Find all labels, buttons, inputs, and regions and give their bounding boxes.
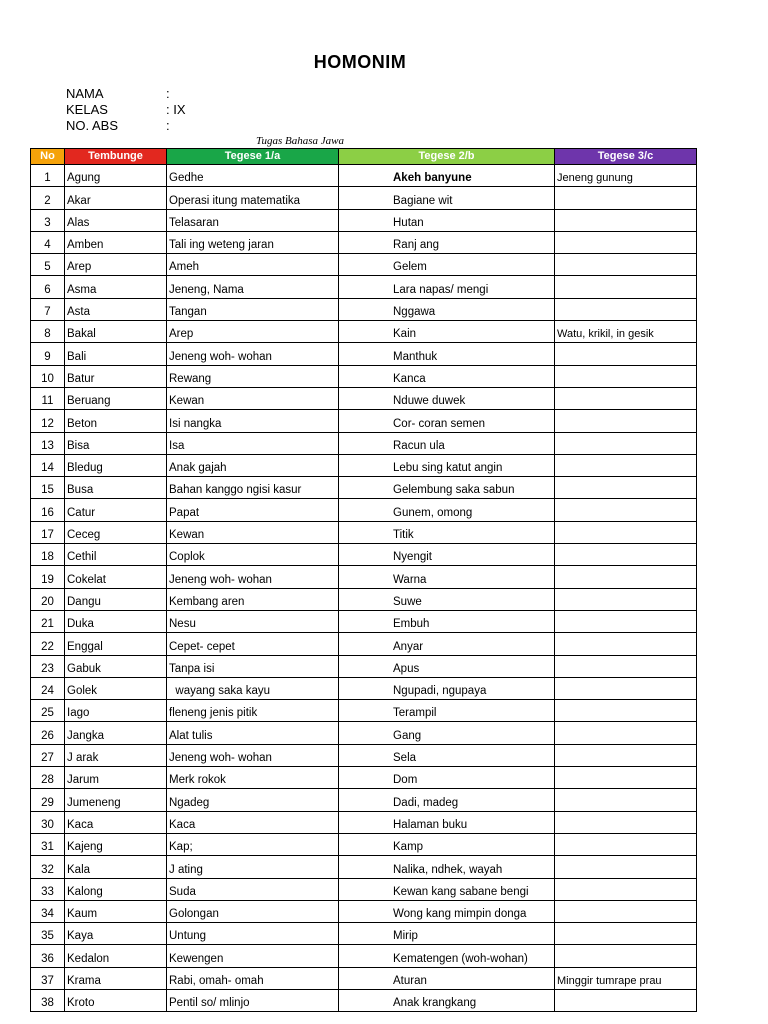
table-row: [31, 432, 697, 454]
meaning-3-cell: [555, 410, 697, 432]
no-cell: 25: [31, 700, 65, 722]
no-cell: 19: [31, 566, 65, 588]
table-row: [31, 789, 697, 811]
table-row: [31, 365, 697, 387]
meaning-2-cell: Gang: [339, 722, 555, 744]
no-cell: 3: [31, 209, 65, 231]
meaning-3-cell: [555, 566, 697, 588]
word-cell: Asta: [65, 298, 167, 320]
meaning-3-cell: [555, 276, 697, 298]
meaning-1-cell: Coplok: [167, 544, 339, 566]
meaning-3-cell: [555, 454, 697, 476]
meaning-1-cell: Jeneng, Nama: [167, 276, 339, 298]
word-cell: Kajeng: [65, 833, 167, 855]
meaning-2-cell: Hutan: [339, 209, 555, 231]
no-cell: 34: [31, 900, 65, 922]
class-value: : IX: [166, 102, 186, 117]
table-row: [31, 343, 697, 365]
meaning-3-cell: [555, 945, 697, 967]
meaning-2-cell: Kematengen (woh-wohan): [339, 945, 555, 967]
word-cell: Bledug: [65, 454, 167, 476]
meaning-1-cell: Jeneng woh- wohan: [167, 744, 339, 766]
no-cell: 27: [31, 744, 65, 766]
no-cell: 6: [31, 276, 65, 298]
meaning-1-cell: Merk rokok: [167, 767, 339, 789]
word-cell: Catur: [65, 499, 167, 521]
meaning-2-cell: Gelem: [339, 254, 555, 276]
word-cell: Ceceg: [65, 521, 167, 543]
no-cell: 4: [31, 231, 65, 253]
no-cell: 31: [31, 833, 65, 855]
table-row: [31, 655, 697, 677]
meaning-3-cell: [555, 633, 697, 655]
word-cell: Kalong: [65, 878, 167, 900]
meaning-3-cell: [555, 744, 697, 766]
word-cell: Arep: [65, 254, 167, 276]
table-row: [31, 254, 697, 276]
no-cell: 14: [31, 454, 65, 476]
table-row: [31, 566, 697, 588]
word-cell: Bali: [65, 343, 167, 365]
name-row: [66, 86, 186, 102]
class-label: KELAS: [66, 102, 108, 117]
word-cell: Jumeneng: [65, 789, 167, 811]
meaning-2-cell: Wong kang mimpin donga: [339, 900, 555, 922]
meaning-3-cell: [555, 544, 697, 566]
word-cell: Iago: [65, 700, 167, 722]
meaning-1-cell: Golongan: [167, 900, 339, 922]
word-cell: Gabuk: [65, 655, 167, 677]
meaning-3-cell: [555, 989, 697, 1011]
meaning-3-cell: [555, 811, 697, 833]
meaning-3-cell: Watu, krikil, in gesik: [555, 321, 697, 343]
meaning-3-cell: [555, 231, 697, 253]
meaning-1-cell: Kaca: [167, 811, 339, 833]
meaning-1-cell: Ameh: [167, 254, 339, 276]
word-cell: Duka: [65, 610, 167, 632]
meaning-3-cell: [555, 677, 697, 699]
meaning-2-cell: Embuh: [339, 610, 555, 632]
meaning-2-cell: Anak krangkang: [339, 989, 555, 1011]
word-cell: Beruang: [65, 387, 167, 409]
word-cell: Busa: [65, 477, 167, 499]
word-cell: Kaya: [65, 923, 167, 945]
meaning-3-cell: [555, 856, 697, 878]
word-cell: J arak: [65, 744, 167, 766]
meaning-2-cell: Manthuk: [339, 343, 555, 365]
meaning-3-cell: [555, 878, 697, 900]
table-row: [31, 900, 697, 922]
student-info: [66, 86, 186, 134]
meaning-1-cell: Gedhe: [167, 165, 339, 187]
table-row: [31, 989, 697, 1011]
absence-number-value: :: [166, 118, 170, 133]
no-cell: 36: [31, 945, 65, 967]
absence-number-label: NO. ABS: [66, 118, 119, 133]
table-row: [31, 321, 697, 343]
meaning-3-cell: [555, 477, 697, 499]
table-row: [31, 700, 697, 722]
meaning-3-cell: [555, 387, 697, 409]
meaning-2-cell: Nyengit: [339, 544, 555, 566]
table-row: [31, 165, 697, 187]
name-value: :: [166, 86, 170, 101]
meaning-3-cell: [555, 254, 697, 276]
meaning-2-cell: Kanca: [339, 365, 555, 387]
meaning-3-cell: [555, 900, 697, 922]
meaning-1-cell: Kembang aren: [167, 588, 339, 610]
meaning-1-cell: fleneng jenis pitik: [167, 700, 339, 722]
meaning-1-cell: Papat: [167, 499, 339, 521]
no-cell: 10: [31, 365, 65, 387]
word-cell: Kaum: [65, 900, 167, 922]
no-cell: 18: [31, 544, 65, 566]
meaning-3-cell: [555, 499, 697, 521]
table-row: [31, 499, 697, 521]
meaning-3-cell: Jeneng gunung: [555, 165, 697, 187]
meaning-2-cell: Suwe: [339, 588, 555, 610]
no-cell: 15: [31, 477, 65, 499]
table-row: [31, 923, 697, 945]
meaning-2-cell: Ngupadi, ngupaya: [339, 677, 555, 699]
meaning-1-cell: Kewan: [167, 521, 339, 543]
meaning-2-cell: Kain: [339, 321, 555, 343]
table-row: [31, 677, 697, 699]
table-row: [31, 945, 697, 967]
word-cell: Amben: [65, 231, 167, 253]
meaning-2-cell: Nggawa: [339, 298, 555, 320]
meaning-1-cell: Rabi, omah- omah: [167, 967, 339, 989]
word-cell: Kroto: [65, 989, 167, 1011]
meaning-2-cell: Dadi, madeg: [339, 789, 555, 811]
meaning-1-cell: Anak gajah: [167, 454, 339, 476]
meaning-1-cell: wayang saka kayu: [167, 677, 339, 699]
homonym-table: [30, 148, 697, 1012]
meaning-1-cell: Bahan kanggo ngisi kasur: [167, 477, 339, 499]
no-cell: 1: [31, 165, 65, 187]
table-row: [31, 544, 697, 566]
meaning-2-cell: Ranj ang: [339, 231, 555, 253]
no-cell: 24: [31, 677, 65, 699]
word-cell: Batur: [65, 365, 167, 387]
table-row: [31, 967, 697, 989]
meaning-2-cell: Anyar: [339, 633, 555, 655]
no-cell: 20: [31, 588, 65, 610]
word-cell: Kedalon: [65, 945, 167, 967]
meaning-1-cell: Isi nangka: [167, 410, 339, 432]
meaning-1-cell: Kap;: [167, 833, 339, 855]
meaning-3-cell: [555, 655, 697, 677]
no-cell: 17: [31, 521, 65, 543]
table-header-row: [31, 149, 697, 165]
meaning-1-cell: Telasaran: [167, 209, 339, 231]
no-cell: 35: [31, 923, 65, 945]
meaning-3-cell: [555, 722, 697, 744]
word-cell: Enggal: [65, 633, 167, 655]
header-tembunge: Tembunge: [65, 149, 167, 165]
meaning-1-cell: Nesu: [167, 610, 339, 632]
word-cell: Jarum: [65, 767, 167, 789]
meaning-1-cell: Jeneng woh- wohan: [167, 566, 339, 588]
meaning-1-cell: Pentil so/ mlinjo: [167, 989, 339, 1011]
meaning-3-cell: [555, 209, 697, 231]
table-row: [31, 811, 697, 833]
no-cell: 9: [31, 343, 65, 365]
table-row: [31, 633, 697, 655]
meaning-2-cell: Gelembung saka sabun: [339, 477, 555, 499]
word-cell: Bakal: [65, 321, 167, 343]
meaning-3-cell: [555, 700, 697, 722]
table-row: [31, 722, 697, 744]
header-tegese-3: Tegese 3/c: [555, 149, 697, 165]
word-cell: Cokelat: [65, 566, 167, 588]
meaning-1-cell: Untung: [167, 923, 339, 945]
no-cell: 2: [31, 187, 65, 209]
no-cell: 23: [31, 655, 65, 677]
word-cell: Krama: [65, 967, 167, 989]
meaning-2-cell: Kamp: [339, 833, 555, 855]
no-cell: 26: [31, 722, 65, 744]
meaning-3-cell: [555, 432, 697, 454]
absence-number-row: [66, 118, 186, 134]
word-cell: Golek: [65, 677, 167, 699]
table-row: [31, 454, 697, 476]
no-cell: 28: [31, 767, 65, 789]
table-row: [31, 410, 697, 432]
class-row: [66, 102, 186, 118]
no-cell: 37: [31, 967, 65, 989]
meaning-2-cell: Nalika, ndhek, wayah: [339, 856, 555, 878]
meaning-3-cell: [555, 789, 697, 811]
table-row: [31, 276, 697, 298]
word-cell: Beton: [65, 410, 167, 432]
no-cell: 32: [31, 856, 65, 878]
meaning-1-cell: Isa: [167, 432, 339, 454]
meaning-2-cell: Nduwe duwek: [339, 387, 555, 409]
meaning-3-cell: [555, 365, 697, 387]
meaning-2-cell: Lara napas/ mengi: [339, 276, 555, 298]
header-tegese-2: Tegese 2/b: [339, 149, 555, 165]
name-label: NAMA: [66, 86, 104, 101]
meaning-2-cell: Bagiane wit: [339, 187, 555, 209]
meaning-1-cell: Tanpa isi: [167, 655, 339, 677]
meaning-1-cell: Suda: [167, 878, 339, 900]
table-row: [31, 833, 697, 855]
meaning-1-cell: Rewang: [167, 365, 339, 387]
no-cell: 22: [31, 633, 65, 655]
meaning-1-cell: Tali ing weteng jaran: [167, 231, 339, 253]
word-cell: Agung: [65, 165, 167, 187]
meaning-3-cell: Minggir tumrape prau: [555, 967, 697, 989]
meaning-1-cell: Cepet- cepet: [167, 633, 339, 655]
no-cell: 11: [31, 387, 65, 409]
meaning-1-cell: Ngadeg: [167, 789, 339, 811]
meaning-3-cell: [555, 767, 697, 789]
table-row: [31, 610, 697, 632]
table-row: [31, 521, 697, 543]
meaning-2-cell: Halaman buku: [339, 811, 555, 833]
meaning-3-cell: [555, 521, 697, 543]
word-cell: Bisa: [65, 432, 167, 454]
word-cell: Asma: [65, 276, 167, 298]
meaning-1-cell: Jeneng woh- wohan: [167, 343, 339, 365]
word-cell: Dangu: [65, 588, 167, 610]
meaning-2-cell: Racun ula: [339, 432, 555, 454]
no-cell: 29: [31, 789, 65, 811]
word-cell: Kaca: [65, 811, 167, 833]
meaning-2-cell: Apus: [339, 655, 555, 677]
meaning-3-cell: [555, 343, 697, 365]
meaning-2-cell: Titik: [339, 521, 555, 543]
meaning-3-cell: [555, 610, 697, 632]
no-cell: 21: [31, 610, 65, 632]
header-tegese-1: Tegese 1/a: [167, 149, 339, 165]
meaning-3-cell: [555, 298, 697, 320]
meaning-1-cell: Operasi itung matematika: [167, 187, 339, 209]
meaning-2-cell: Mirip: [339, 923, 555, 945]
table-row: [31, 588, 697, 610]
no-cell: 5: [31, 254, 65, 276]
table-body: [31, 165, 697, 1012]
no-cell: 13: [31, 432, 65, 454]
no-cell: 16: [31, 499, 65, 521]
table-row: [31, 744, 697, 766]
meaning-2-cell: Terampil: [339, 700, 555, 722]
no-cell: 38: [31, 989, 65, 1011]
meaning-1-cell: Alat tulis: [167, 722, 339, 744]
word-cell: Akar: [65, 187, 167, 209]
table-row: [31, 187, 697, 209]
meaning-2-cell: Sela: [339, 744, 555, 766]
word-cell: Alas: [65, 209, 167, 231]
table-row: [31, 209, 697, 231]
no-cell: 8: [31, 321, 65, 343]
meaning-2-cell: Lebu sing katut angin: [339, 454, 555, 476]
no-cell: 30: [31, 811, 65, 833]
table-row: [31, 298, 697, 320]
table-row: [31, 387, 697, 409]
table-row: [31, 477, 697, 499]
meaning-1-cell: J ating: [167, 856, 339, 878]
subtitle: Tugas Bahasa Jawa: [256, 135, 345, 147]
word-cell: Jangka: [65, 722, 167, 744]
meaning-1-cell: Kewan: [167, 387, 339, 409]
meaning-1-cell: Kewengen: [167, 945, 339, 967]
meaning-2-cell: Dom: [339, 767, 555, 789]
meaning-2-cell: Gunem, omong: [339, 499, 555, 521]
meaning-1-cell: Tangan: [167, 298, 339, 320]
meaning-2-cell: Warna: [339, 566, 555, 588]
meaning-3-cell: [555, 588, 697, 610]
no-cell: 12: [31, 410, 65, 432]
word-cell: Cethil: [65, 544, 167, 566]
table-row: [31, 767, 697, 789]
header-no: No: [31, 149, 65, 165]
meaning-2-cell: Akeh banyune: [339, 165, 555, 187]
meaning-1-cell: Arep: [167, 321, 339, 343]
table-row: [31, 231, 697, 253]
meaning-2-cell: Aturan: [339, 967, 555, 989]
no-cell: 33: [31, 878, 65, 900]
word-cell: Kala: [65, 856, 167, 878]
no-cell: 7: [31, 298, 65, 320]
meaning-3-cell: [555, 833, 697, 855]
meaning-3-cell: [555, 187, 697, 209]
page-title: HOMONIM: [313, 52, 407, 72]
meaning-2-cell: Cor- coran semen: [339, 410, 555, 432]
table-row: [31, 878, 697, 900]
meaning-3-cell: [555, 923, 697, 945]
table-row: [31, 856, 697, 878]
meaning-2-cell: Kewan kang sabane bengi: [339, 878, 555, 900]
